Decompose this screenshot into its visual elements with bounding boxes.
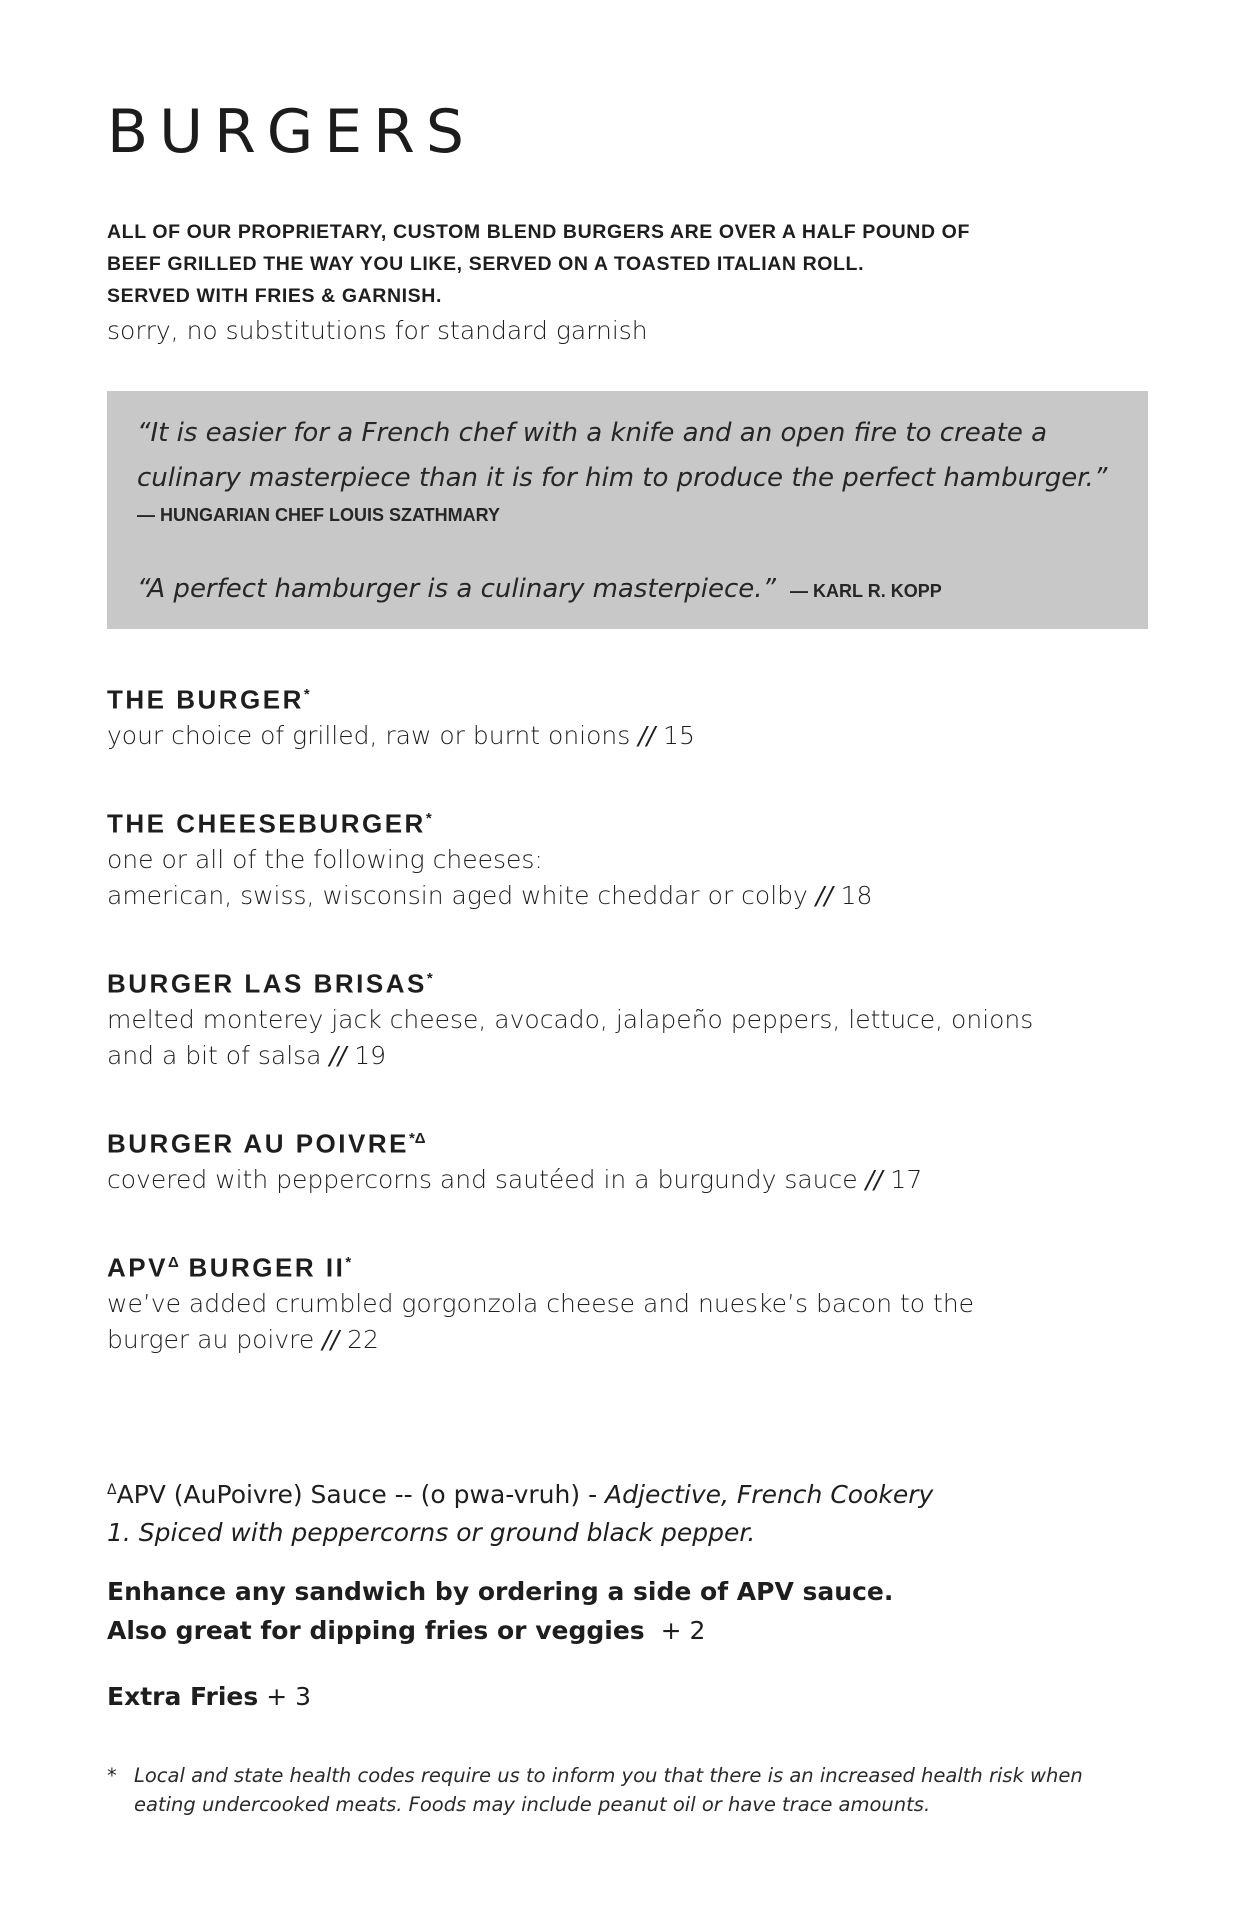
item-price: 22 — [347, 1324, 379, 1354]
menu-item-au-poivre — [107, 1121, 1147, 1198]
enhance-price: + 2 — [660, 1616, 706, 1645]
definition-term: APV (AuPoivre) Sauce -- (o pwa-vruh) - — [116, 1480, 606, 1509]
price-separator: // — [865, 1164, 883, 1194]
intro-line: ALL OF OUR PROPRIETARY, CUSTOM BLEND BURGERS ARE OVER A HALF POUND OF — [107, 221, 970, 243]
item-desc-line: covered with peppercorns and sautéed in a burgundy sauce — [107, 1164, 858, 1194]
item-title — [107, 961, 1147, 1002]
item-description — [107, 842, 1147, 878]
item-name: BURGER AU POIVRE — [107, 1128, 409, 1159]
delta-marker: Δ — [107, 1482, 117, 1498]
definition-type: Adjective, French Cookery — [605, 1480, 934, 1509]
footnote-text: Local and state health codes require us to inform you that there is an increased health risk when eating undercooked meats. Foods may include peanut oil or have trace amounts. — [134, 1764, 1083, 1816]
item-marks: Δ — [167, 1254, 179, 1271]
definition-term-line — [107, 1471, 933, 1514]
item-desc-line: melted monterey jack cheese, avocado, jalapeño peppers, lettuce, onions — [107, 1004, 1034, 1034]
item-price: 15 — [663, 720, 695, 750]
item-price: 19 — [354, 1040, 387, 1070]
item-marks: * — [426, 970, 433, 987]
enhance-note — [107, 1572, 893, 1650]
price-separator: // — [815, 880, 833, 910]
apv-definition — [107, 1471, 933, 1552]
item-marks: * — [425, 810, 432, 827]
price-separator: // — [322, 1324, 340, 1354]
item-price: 17 — [890, 1164, 923, 1194]
item-desc-line: we’ve added crumbled gorgonzola cheese and nueske’s bacon to the — [107, 1288, 975, 1318]
intro-line: SERVED WITH FRIES & GARNISH. — [107, 285, 442, 307]
item-description — [107, 1038, 1147, 1074]
item-title — [107, 677, 1147, 718]
menu-item-cheeseburger — [107, 801, 1147, 914]
extra-label: Extra Fries — [107, 1682, 259, 1711]
extra-price: + 3 — [266, 1682, 312, 1711]
item-name: THE CHEESEBURGER — [107, 808, 426, 839]
item-desc-line: american, swiss, wisconsin aged white cheddar or colby — [107, 880, 808, 910]
item-desc-line: burger au poivre — [107, 1324, 315, 1354]
intro-note: sorry, no substitutions for standard garnish — [107, 316, 648, 345]
item-name: BURGER II — [178, 1252, 346, 1283]
item-description — [107, 878, 1147, 914]
item-title — [107, 801, 1147, 842]
item-desc-line: your choice of grilled, raw or burnt onions — [107, 720, 631, 750]
item-name: APV — [107, 1252, 168, 1283]
menu-item-las-brisas — [107, 961, 1147, 1074]
item-description — [107, 1322, 1147, 1358]
item-name: BURGER LAS BRISAS — [107, 968, 427, 999]
menu-item-the-burger — [107, 677, 1147, 754]
footnote-star: * — [107, 1764, 117, 1787]
page-title: BURGERS — [107, 97, 475, 167]
definition-meaning: 1. Spiced with peppercorns or ground black pepper. — [107, 1518, 756, 1547]
item-desc-line: one or all of the following cheeses: — [107, 844, 543, 874]
intro-text — [107, 216, 1147, 312]
quote-second — [137, 574, 942, 604]
item-name: THE BURGER — [107, 684, 304, 715]
item-title — [107, 1121, 1147, 1162]
price-separator: // — [329, 1040, 347, 1070]
intro-line: BEEF GRILLED THE WAY YOU LIKE, SERVED ON A TOASTED ITALIAN ROLL. — [107, 253, 865, 275]
item-description — [107, 718, 1147, 754]
item-desc-line: and a bit of salsa — [107, 1040, 322, 1070]
item-marks: * — [345, 1254, 352, 1271]
quote-author: — KARL R. KOPP — [790, 581, 942, 601]
item-description — [107, 1002, 1147, 1038]
item-marks: *Δ — [408, 1130, 426, 1147]
item-marks: * — [303, 686, 310, 703]
quote-text: “It is easier for a French chef with a knife and an open fire to create a culinary masterpiece than it is for him to produce the perfect hamburger.” — [137, 418, 1108, 493]
health-footnote — [107, 1761, 1147, 1819]
quote-box — [107, 391, 1148, 629]
enhance-line: Enhance any sandwich by ordering a side of APV sauce. — [107, 1577, 894, 1606]
quote-author: — HUNGARIAN CHEF LOUIS SZATHMARY — [137, 505, 500, 525]
menu-item-apv-burger-ii — [107, 1245, 1147, 1358]
item-title — [107, 1245, 1147, 1286]
extra-fries — [107, 1679, 311, 1715]
item-description — [107, 1162, 1147, 1198]
item-description — [107, 1286, 1147, 1322]
enhance-line: Also great for dipping fries or veggies — [107, 1616, 645, 1645]
quote-text: “A perfect hamburger is a culinary masterpiece.” — [137, 574, 777, 604]
item-price: 18 — [840, 880, 873, 910]
price-separator: // — [638, 720, 656, 750]
